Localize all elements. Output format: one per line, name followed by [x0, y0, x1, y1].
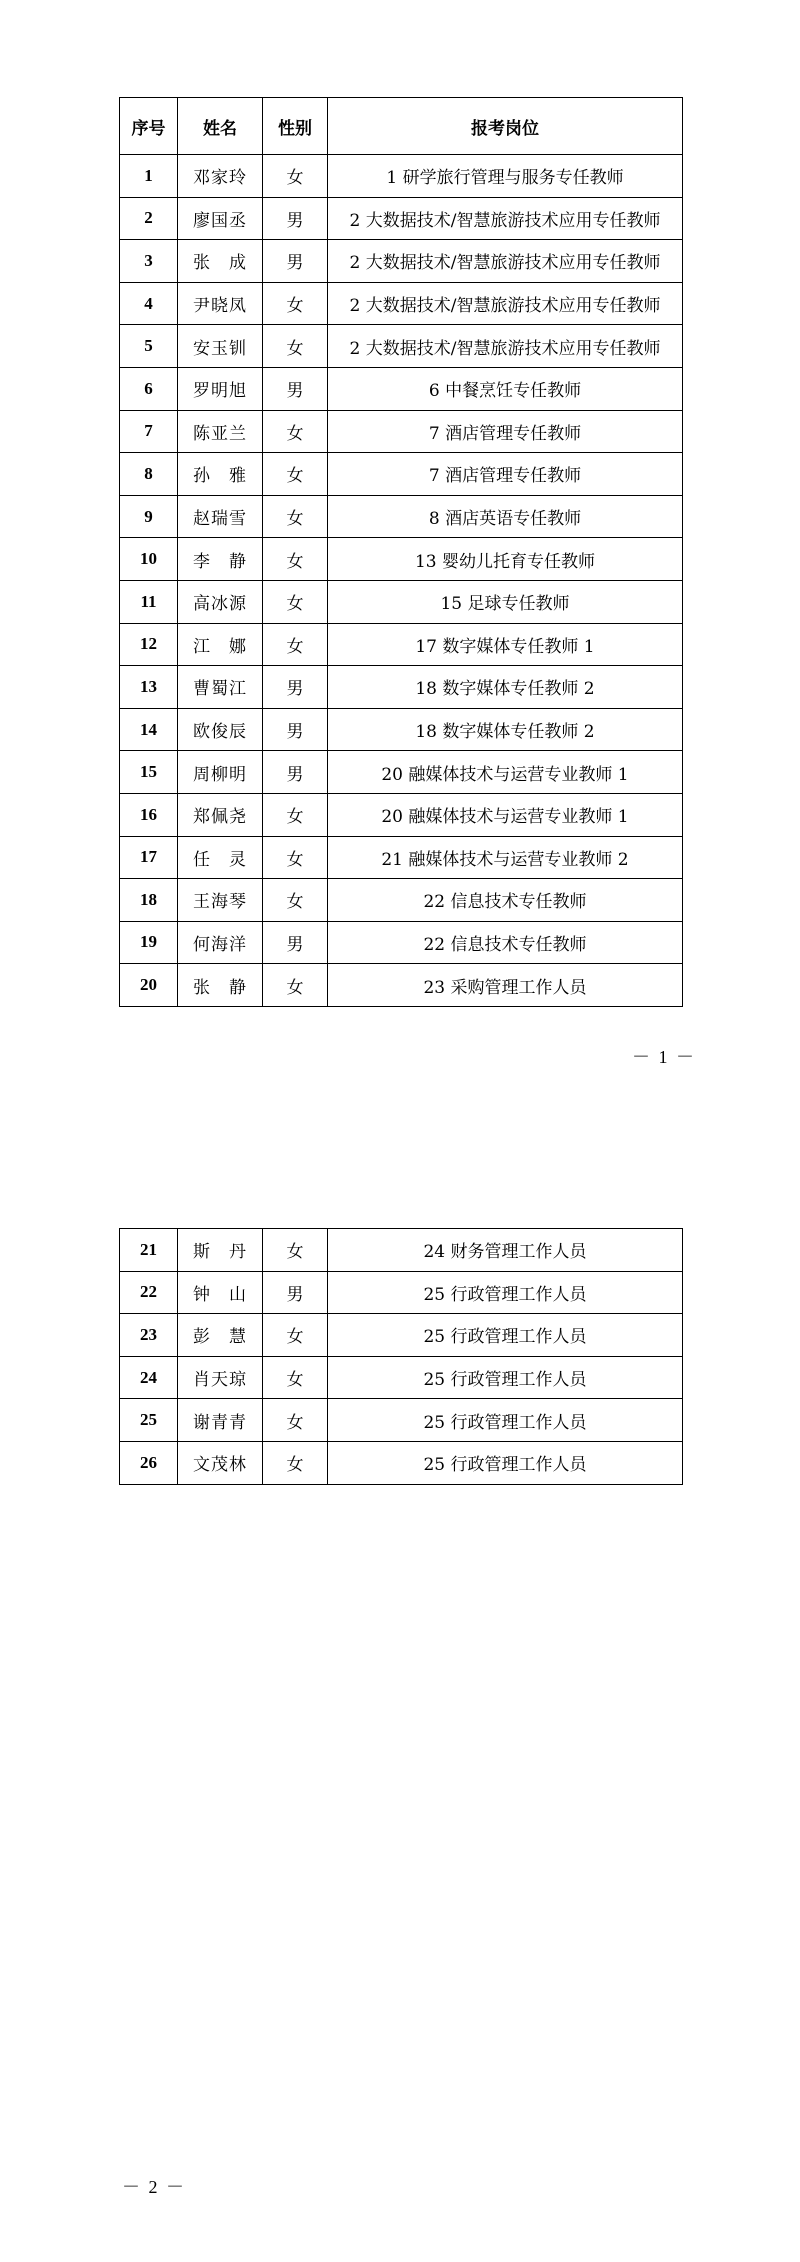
applied-post: 25 行政管理工作人员 [328, 1441, 683, 1484]
row-number: 1 [120, 155, 178, 198]
applied-post: 8 酒店英语专任教师 [328, 495, 683, 538]
table-row [120, 155, 683, 198]
applied-post: 17 数字媒体专任教师 1 [328, 623, 683, 666]
table-row [120, 836, 683, 879]
header-post: 报考岗位 [328, 98, 683, 155]
candidate-gender: 男 [263, 197, 328, 240]
table-row [120, 1441, 683, 1484]
candidate-name: 欧俊辰 [178, 708, 263, 751]
applied-post: 20 融媒体技术与运营专业教师 1 [328, 793, 683, 836]
candidate-gender: 男 [263, 666, 328, 709]
candidate-name: 孙 雅 [178, 453, 263, 496]
table-row [120, 708, 683, 751]
candidate-gender: 女 [263, 1441, 328, 1484]
row-number: 3 [120, 240, 178, 283]
candidate-name: 彭 慧 [178, 1314, 263, 1357]
candidate-gender: 女 [263, 1356, 328, 1399]
candidate-name: 任 灵 [178, 836, 263, 879]
candidate-name: 尹晓凤 [178, 282, 263, 325]
candidate-name: 何海洋 [178, 921, 263, 964]
row-number: 22 [120, 1271, 178, 1314]
candidate-name: 高冰源 [178, 580, 263, 623]
applied-post: 2 大数据技术/智慧旅游技术应用专任教师 [328, 282, 683, 325]
applied-post: 22 信息技术专任教师 [328, 879, 683, 922]
applied-post: 20 融媒体技术与运营专业教师 1 [328, 751, 683, 794]
table-row [120, 325, 683, 368]
row-number: 20 [120, 964, 178, 1007]
candidate-gender: 女 [263, 282, 328, 325]
row-number: 2 [120, 197, 178, 240]
candidate-name: 李 静 [178, 538, 263, 581]
candidate-name: 安玉钏 [178, 325, 263, 368]
applied-post: 13 婴幼儿托育专任教师 [328, 538, 683, 581]
candidate-gender: 男 [263, 1271, 328, 1314]
applied-post: 22 信息技术专任教师 [328, 921, 683, 964]
candidate-gender: 男 [263, 240, 328, 283]
candidate-gender: 男 [263, 921, 328, 964]
table-body-page2 [120, 1229, 683, 1485]
candidate-gender: 女 [263, 410, 328, 453]
table-row [120, 666, 683, 709]
applied-post: 18 数字媒体专任教师 2 [328, 708, 683, 751]
candidate-name: 郑佩尧 [178, 793, 263, 836]
row-number: 8 [120, 453, 178, 496]
candidate-name: 文茂林 [178, 1441, 263, 1484]
row-number: 16 [120, 793, 178, 836]
applied-post: 23 采购管理工作人员 [328, 964, 683, 1007]
candidate-gender: 女 [263, 964, 328, 1007]
table-row [120, 367, 683, 410]
row-number: 24 [120, 1356, 178, 1399]
table-row [120, 538, 683, 581]
row-number: 23 [120, 1314, 178, 1357]
row-number: 7 [120, 410, 178, 453]
page-number: － 2 － [122, 2177, 186, 2197]
header-name: 姓名 [178, 98, 263, 155]
table-row [120, 580, 683, 623]
row-number: 9 [120, 495, 178, 538]
table-row [120, 240, 683, 283]
table-row [120, 1356, 683, 1399]
candidate-name: 罗明旭 [178, 367, 263, 410]
table-row [120, 197, 683, 240]
applied-post: 2 大数据技术/智慧旅游技术应用专任教师 [328, 240, 683, 283]
row-number: 15 [120, 751, 178, 794]
candidate-name: 江 娜 [178, 623, 263, 666]
row-number: 26 [120, 1441, 178, 1484]
candidate-gender: 男 [263, 708, 328, 751]
applied-post: 7 酒店管理专任教师 [328, 453, 683, 496]
candidate-gender: 女 [263, 495, 328, 538]
candidate-gender: 女 [263, 325, 328, 368]
table-row [120, 410, 683, 453]
page-number: － 1 － [632, 1047, 696, 1067]
applied-post: 15 足球专任教师 [328, 580, 683, 623]
candidate-gender: 女 [263, 793, 328, 836]
applied-post: 25 行政管理工作人员 [328, 1314, 683, 1357]
table-row [120, 921, 683, 964]
candidate-gender: 女 [263, 879, 328, 922]
row-number: 10 [120, 538, 178, 581]
candidate-gender: 女 [263, 155, 328, 198]
applied-post: 2 大数据技术/智慧旅游技术应用专任教师 [328, 325, 683, 368]
candidate-gender: 女 [263, 1399, 328, 1442]
candidate-name: 钟 山 [178, 1271, 263, 1314]
applied-post: 25 行政管理工作人员 [328, 1399, 683, 1442]
applied-post: 25 行政管理工作人员 [328, 1271, 683, 1314]
table-row [120, 1314, 683, 1357]
row-number: 4 [120, 282, 178, 325]
candidate-gender: 女 [263, 1229, 328, 1272]
row-number: 11 [120, 580, 178, 623]
row-number: 5 [120, 325, 178, 368]
applied-post: 2 大数据技术/智慧旅游技术应用专任教师 [328, 197, 683, 240]
table-header-row [120, 98, 683, 155]
header-no: 序号 [120, 98, 178, 155]
row-number: 21 [120, 1229, 178, 1272]
table-row [120, 453, 683, 496]
candidate-name: 王海琴 [178, 879, 263, 922]
candidate-gender: 男 [263, 751, 328, 794]
candidate-name: 曹蜀江 [178, 666, 263, 709]
table-row [120, 282, 683, 325]
candidate-name: 谢青青 [178, 1399, 263, 1442]
candidate-name: 邓家玲 [178, 155, 263, 198]
row-number: 12 [120, 623, 178, 666]
candidate-name: 赵瑞雪 [178, 495, 263, 538]
candidate-name: 张 静 [178, 964, 263, 1007]
table-row [120, 964, 683, 1007]
candidate-table-page1 [119, 97, 683, 1007]
header-gender: 性别 [263, 98, 328, 155]
candidate-gender: 女 [263, 1314, 328, 1357]
table-row [120, 751, 683, 794]
table-row [120, 1399, 683, 1442]
candidate-gender: 女 [263, 538, 328, 581]
candidate-gender: 女 [263, 623, 328, 666]
table-row [120, 1229, 683, 1272]
applied-post: 18 数字媒体专任教师 2 [328, 666, 683, 709]
table-row [120, 793, 683, 836]
applied-post: 25 行政管理工作人员 [328, 1356, 683, 1399]
candidate-name: 肖天琼 [178, 1356, 263, 1399]
candidate-gender: 男 [263, 367, 328, 410]
candidate-table-page2 [119, 1228, 683, 1485]
candidate-gender: 女 [263, 453, 328, 496]
applied-post: 21 融媒体技术与运营专业教师 2 [328, 836, 683, 879]
candidate-name: 张 成 [178, 240, 263, 283]
row-number: 18 [120, 879, 178, 922]
row-number: 19 [120, 921, 178, 964]
row-number: 14 [120, 708, 178, 751]
table-row [120, 879, 683, 922]
candidate-name: 斯 丹 [178, 1229, 263, 1272]
applied-post: 7 酒店管理专任教师 [328, 410, 683, 453]
table-body-page1 [120, 155, 683, 1007]
candidate-name: 廖国丞 [178, 197, 263, 240]
row-number: 17 [120, 836, 178, 879]
candidate-name: 周柳明 [178, 751, 263, 794]
applied-post: 1 研学旅行管理与服务专任教师 [328, 155, 683, 198]
row-number: 13 [120, 666, 178, 709]
candidate-gender: 女 [263, 580, 328, 623]
row-number: 25 [120, 1399, 178, 1442]
candidate-name: 陈亚兰 [178, 410, 263, 453]
table-row [120, 1271, 683, 1314]
applied-post: 24 财务管理工作人员 [328, 1229, 683, 1272]
candidate-gender: 女 [263, 836, 328, 879]
applied-post: 6 中餐烹饪专任教师 [328, 367, 683, 410]
row-number: 6 [120, 367, 178, 410]
table-row [120, 623, 683, 666]
table-row [120, 495, 683, 538]
